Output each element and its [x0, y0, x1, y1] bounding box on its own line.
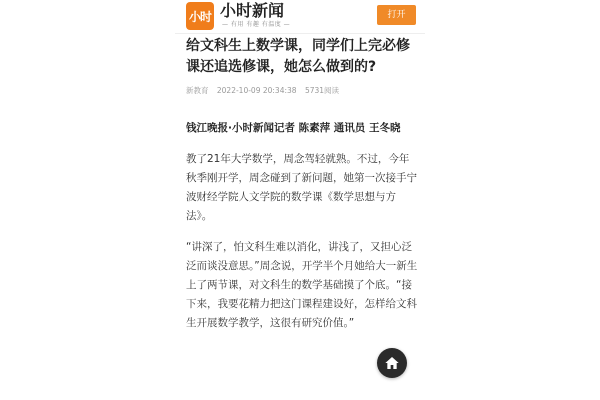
article-body [186, 36, 418, 333]
logo-text: 小时 [188, 9, 211, 24]
app-header [175, 0, 425, 34]
article-read-count: 5731阅读 [304, 86, 340, 95]
article-paragraph: “讲深了，怕文科生难以消化，讲浅了，又担心泛泛而谈没意思。”周念说，开学半个月她给大一新生上了两节课，对文科生的数学基础摸了个底。“接下来，我要花精力把这门课程建设好，怎样给文科生开展数学教学，这很有研究价值。” [186, 241, 418, 329]
open-app-button[interactable]: 打开 [377, 5, 416, 25]
home-button[interactable] [377, 348, 407, 378]
app-logo[interactable] [186, 2, 214, 30]
article-paragraph: 教了21年大学数学，周念驾轻就熟。不过，今年秋季刚开学，周念碰到了新问题，她第一次接手宁波财经学院人文学院的数学课《数学思想与方法》。 [186, 153, 417, 222]
brand-slogan: — 有用 有趣 有温度 — [222, 21, 291, 28]
brand-name: 小时新闻 [220, 1, 285, 20]
article-source: 新教育 [186, 86, 209, 95]
article-datetime: 2022-10-09 20:34:38 [216, 86, 297, 95]
article-page [175, 0, 425, 400]
home-icon [384, 355, 400, 371]
article-byline: 钱江晚报·小时新闻记者 陈素萍 通讯员 王冬晓 [186, 122, 401, 134]
article-meta [186, 85, 418, 97]
article-title: 给文科生上数学课，同学们上完必修课还追选修课，她怎么做到的? [186, 38, 410, 75]
